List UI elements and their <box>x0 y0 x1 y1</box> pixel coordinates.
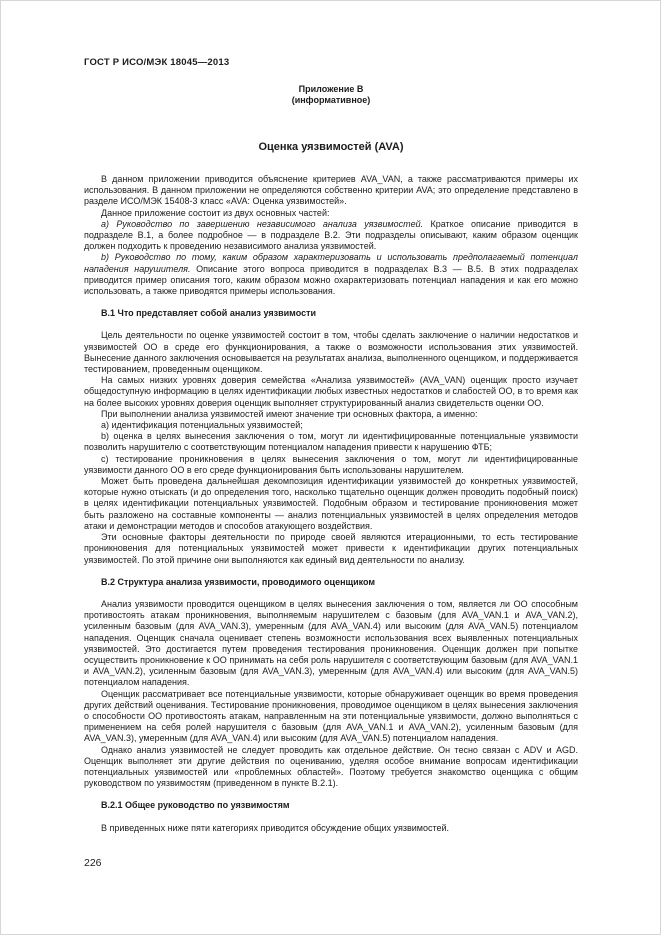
annex-block <box>84 84 578 106</box>
paragraph <box>84 689 578 745</box>
text-run: В.1 Что представляет собой анализ уязвимости <box>101 308 317 319</box>
text-run: В приведенных ниже пяти категориях приводится обсуждение общих уязвимостей. <box>101 822 450 833</box>
text-run: Цель деятельности по оценке уязвимостей состоит в том, чтобы сделать заключение о наличии недостатков и уязвимостей ОО в среде его функционирования, а также о возможности использования этих уязвимостей. Вынесение данного заключения основывается на результатах анализа, выполненного оценщиком, и поддерживается тестированием, проведенным оценщиком. <box>84 330 578 375</box>
text-run: Может быть проведена дальнейшая декомпозиция идентификации уязвимостей до конкретных уязвимостей, которые нужно отыскать (и до определения того, насколько тщательно оценщик должен проводить подобный поиск) в целях идентификации потенциальных уязвимостей. Подобным образом и тестирование проникновения может быть разложено на составные компоненты — анализ потенциальных уязвимостей в целях определения методов атаки и демонстрации методов и способов атакующего воздействия. <box>84 476 578 531</box>
annex-label: Приложение В <box>298 84 364 94</box>
paragraph <box>84 532 578 566</box>
document-header: ГОСТ Р ИСО/МЭК 18045—2013 <box>84 57 230 68</box>
paragraph <box>84 454 578 476</box>
text-run: На самых низких уровнях доверия семейства «Анализа уязвимостей» (AVA_VAN) оценщик просто изучает общедоступную информацию в целях идентификации любых известных недостатков и слабостей ОО, в то время как на более высоких уровнях доверия оценщик выполняет структурированный анализ свидетельств оценки ОО. <box>84 375 578 408</box>
text-run: c) тестирование проникновения в целях вынесения заключения о том, могут ли идентифицированные уязвимости данного ОО в его среде функционирования быть использованы нарушителем. <box>84 453 578 475</box>
paragraph <box>84 431 578 453</box>
paragraph <box>84 745 578 790</box>
page-content-area <box>84 57 578 834</box>
section-heading <box>101 308 578 319</box>
document-body <box>84 174 578 834</box>
paragraph <box>84 252 578 297</box>
text-run: В данном приложении приводится объяснение критериев AVA_VAN, а также рассматриваются примеры их использования. В данном приложении не определяются собственно критерии AVA; это определение представлено в разделе ИСО/МЭК 15408-3 класс «AVA: Оценка уязвимостей». <box>84 174 578 207</box>
section-heading <box>101 800 578 811</box>
text-run: Эти основные факторы деятельности по природе своей являются итерационными, то есть тестирование проникновения для потенциальных уязвимостей может привести к идентификации других потенциальных уязвимостей. По этой причине они выполняются как единый вид деятельности по анализу. <box>84 532 578 565</box>
paragraph <box>84 219 578 253</box>
text-run: Краткое описание приводится в подразделе В.1, а более подробное — в подразделе В.2. Эти подразделы описывают, каким образом оценщик должен подходить к проведению независимого анализа уязвимостей. <box>84 218 578 252</box>
text-run: Анализ уязвимости проводится оценщиком в целях вынесения заключения о том, является ли ОО способным противостоять атакам проникновения, выполняемым нарушителем с базовым (для AVA_VAN.1 и AVA_VAN.2), усиленным базовым (для AVA_VAN.3), умеренным (для AVA_VAN.4) или высоким (для AVA_VAN.5) потенциалом нападения. Оценщик сначала оценивает степень возможности использования всех выявленных потенциальных уязвимостей. Это достигается путем проведения тестирования проникновения. Оценщик должен при попытке осуществить проникновение к ОО принимать на себя роль нарушителя с соответствующим базовым (для AVA_VAN.1 и AVA_VAN.2), усиленным базовым (для AVA_VAN.3), умеренным (для AVA_VAN.4) или высоким (для AVA_VAN.5) потенциалом нападения. <box>84 598 578 688</box>
text-run: Данное приложение состоит из двух основных частей: <box>101 207 330 218</box>
document-title: Оценка уязвимостей (AVA) <box>258 141 404 153</box>
page-number: 226 <box>84 857 102 869</box>
section-heading <box>101 577 578 588</box>
text-run: В.2.1 Общее руководство по уязвимостям <box>101 800 290 811</box>
italic-text-run: a) Руководство по завершению независимого анализа уязвимостей. <box>101 218 424 229</box>
text-run: Однако анализ уязвимостей не следует проводить как отдельное действие. Он тесно связан с ADV и AGD. Оценщик выполняет эти другие действия по оцениванию, уделяя особое внимание вопросам идентификации потенциальных уязвимостей или «проблемных областей». Поэтому требуется знакомство оценщика с общим руководством по уязвимостям (приведенном в пункте В.2.1). <box>84 744 578 789</box>
paragraph <box>84 476 578 532</box>
text-run: При выполнении анализа уязвимостей имеют значение три основных фактора, а именно: <box>101 408 478 419</box>
italic-text-run: b) Руководство по тому, каким образом характеризовать и использовать предполагаемый потенциал нападения нарушителя. <box>84 252 578 274</box>
paragraph <box>84 174 578 208</box>
text-run: b) оценка в целях вынесения заключения о том, могут ли идентифицированные потенциальные уязвимости позволить нарушителю с соответствующим потенциалом нападения привести к нарушению ФТБ; <box>84 431 578 453</box>
paragraph <box>84 208 578 219</box>
annex-type-note: (информативное) <box>291 95 371 105</box>
text-run: В.2 Структура анализа уязвимости, проводимого оценщиком <box>101 576 376 587</box>
paragraph <box>84 330 578 375</box>
text-run: Описание этого вопроса приводится в подразделах В.3 — В.5. В этих подразделах приводится пример описания того, каким образом можно охарактеризовать потенциал нападения и как его можно использовать, а также приводятся примеры использования. <box>84 263 578 297</box>
paragraph <box>84 420 578 431</box>
paragraph <box>84 599 578 689</box>
text-run: a) идентификация потенциальных уязвимостей; <box>101 420 303 431</box>
paragraph <box>84 409 578 420</box>
paragraph <box>84 375 578 409</box>
text-run: Оценщик рассматривает все потенциальные уязвимости, которые обнаруживает оценщик во время проведения других действий оценивания. Тестирование проникновения, проводимое оценщиком в целях вынесения заключения о способности ОО противостоять атакам, направленным на эти потенциальные уязвимости, должно выполняться с применением на себя ролей нарушителя с базовым (для AVA_VAN.1 и AVA_VAN.2), усиленным базовым (для AVA_VAN.3), умеренным (для AVA_VAN.4) или высоким (для AVA_VAN.5) потенциалом нападения. <box>84 688 578 744</box>
paragraph <box>84 823 578 834</box>
